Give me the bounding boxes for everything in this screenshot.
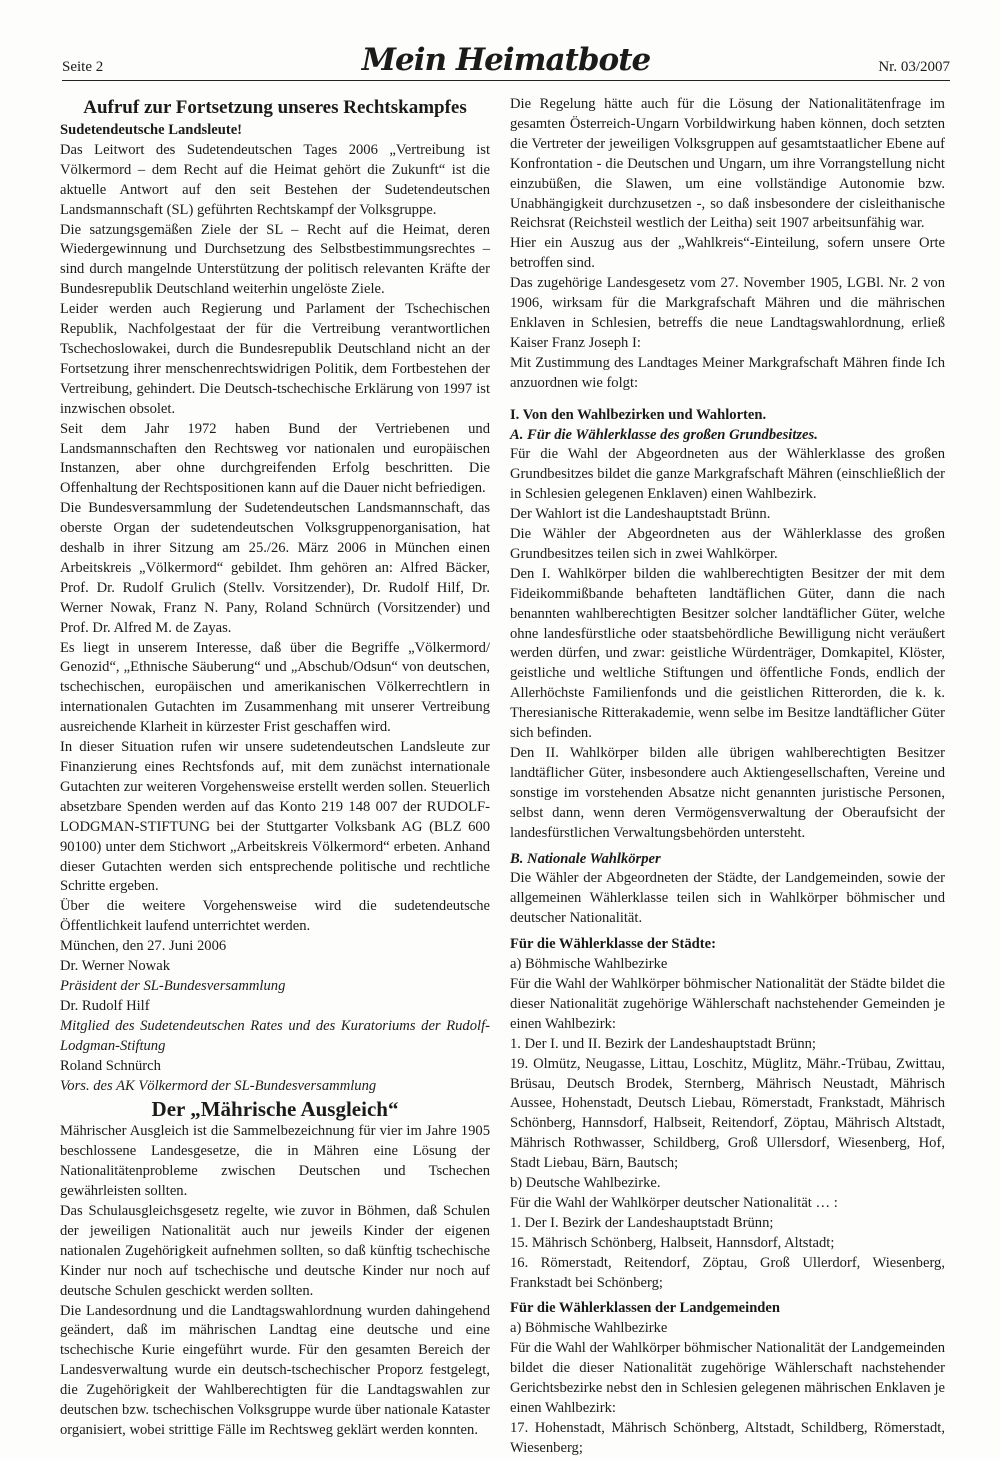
paragraph: Die satzungsgemäßen Ziele der SL – Recht auf die Heimat, deren Wiedergewinnung und Durchsetzung des Selbstbestimmungsrechtes – sind durch mangelnde Unterstützung der politisch relevanten Kräfte der Bundesrepublik Deutschland weiterhin ungelöste Ziele.	[60, 221, 490, 298]
paragraph: Seit dem Jahr 1972 haben Bund der Vertriebenen und Landsmannschaften den Rechtsweg vor nationalen und europäischen Instanzen, aber ohne durchgreifenden Erfolg beschritten. Die Offenhaltung der Rechtspositionen kann auf die Dauer nicht befriedigen.	[60, 420, 490, 497]
paragraph: Mährischer Ausgleich ist die Sammelbezeichnung für vier im Jahre 1905 beschlossene Landesgesetze, die in Mähren eine Lösung der Nationalitätenprobleme zwischen Deutschen und Tschechen gewährleisten sollten.	[60, 1123, 490, 1200]
paragraph: Das Leitwort des Sudetendeutschen Tages 2006 „Vertreibung ist Völkermord – dem Recht auf die Heimat gehört die Zukunft“ ist die aktuelle Antwort auf den seit Bestehen der Sudetendeutschen Landsmannschaft (SL) geführten Rechtskampf der Volksgruppe.	[60, 141, 490, 218]
list-item: 1. Der I. und II. Bezirk der Landeshauptstadt Brünn;	[510, 1035, 816, 1052]
section-heading: Für die Wählerklasse der Städte:	[510, 936, 716, 953]
paragraph: Das zugehörige Landesgesetz vom 27. November 1905, LGBl. Nr. 2 von 1906, wirksam für die Markgrafschaft Mähren und die mährischen Enklaven in Schlesien, betreffs die neue Landtagswahlordnung, erließ Kaiser Franz Joseph I:	[510, 275, 945, 351]
issue-number: Nr. 03/2007	[878, 59, 950, 75]
paragraph: Die Landesordnung und die Landtagswahlordnung wurden dahingehend geändert, daß im mährischen Landtag eine deutsche und eine tschechische Kurie eingeführt wurde. Für den gesamten Bereich der Landesverwaltung wurde ein deutsch-tschechischer Proporz festgelegt, die Zugehörigkeit der Wahlberechtigten für die Landtagswahlen zur deutschen bzw. tschechischen Volksgruppe wurde über nationale Kataster organisiert, wobei strittige Fälle im Rechtsweg geklärt werden konnten.	[60, 1302, 490, 1438]
subsection-heading: B. Nationale Wahlkörper	[510, 850, 661, 867]
paragraph: Hier ein Auszug aus der „Wahlkreis“-Einteilung, sofern unsere Orte betroffen sind.	[510, 235, 945, 272]
section-heading: I. Von den Wahlbezirken und Wahlorten.	[510, 406, 767, 423]
list-item: 1. Der I. Bezirk der Landeshauptstadt Brünn;	[510, 1214, 774, 1231]
paragraph: Den I. Wahlkörper bilden die wahlberechtigten Besitzer der mit dem Fideikommißbande behafteten landtäflichen Güter, dann die nach benannten wahlberechtigten Besitzer solcher landtäflicher Güter, welche ohne landesfürstliche oder staatsbehördliche Bewilligung nicht veräußert werden dürfen, und zwar: geistliche Würdenträger, Domkapitel, Klöster, geistliche und weltliche Stiftungen und öffentliche Fonds, endlich der Allerhöchste Familienfonds und die geistlichen Ritterorden, die k. k. Theresianische Ritterakademie, wenn selbe im Besitze landtäflicher Güter sich befinden.	[510, 565, 945, 742]
paragraph: Für die Wahl der Wahlkörper deutscher Nationalität … :	[510, 1194, 838, 1211]
signature-name: Dr. Rudolf Hilf	[60, 997, 150, 1014]
page-header	[62, 40, 950, 81]
place-date: München, den 27. Juni 2006	[60, 938, 227, 955]
paragraph: Die Wähler der Abgeordneten der Städte, der Landgemeinden, sowie der allgemeinen Wählerklasse teilen sich in Wahlkörper böhmischer und deutscher Nationalität.	[510, 870, 945, 927]
right-column	[510, 95, 945, 1459]
masthead-logo: Mein Heimatbote	[361, 42, 651, 78]
paragraph: In dieser Situation rufen wir unsere sudetendeutschen Landsleute zur Finanzierung eines Rechtsfonds auf, mit dem zunächst internationale Gutachten zur weiteren Vorgehensweise erstellt werden sollen. Steuerlich absetzbare Spenden werden auf das Konto 219 148 007 der RUDOLF-LODGMAN-STIFTUNG bei der Stuttgarter Volksbank AG (BLZ 600 90100) unter dem Stichwort „Arbeitskreis Völkermord“ erbeten. Anhand dieser Gutachten werden sich entsprechende politische und rechtliche Schritte ergeben.	[60, 739, 490, 895]
article-title-2: Der „Mährische Ausgleich“	[151, 1097, 399, 1122]
article-title: Aufruf zur Fortsetzung unseres Rechtskampfes	[83, 97, 467, 118]
paragraph: a) Böhmische Wahlbezirke	[510, 956, 668, 973]
page-number: Seite 2	[62, 59, 104, 75]
paragraph: Über die weitere Vorgehensweise wird die sudetendeutsche Öffentlichkeit laufend unterrichtet werden.	[60, 898, 490, 935]
paragraph: Für die Wahl der Abgeordneten aus der Wählerklasse des großen Grundbesitzes bildet die ganze Markgrafschaft Mähren (einschließlich der in Schlesien gelegenen Enklaven) einen Wahlbezirk.	[510, 446, 945, 503]
signature-name: Roland Schnürch	[60, 1057, 161, 1074]
paragraph: b) Deutsche Wahlbezirke.	[510, 1175, 661, 1192]
section-heading: Für die Wählerklassen der Landgemeinden	[510, 1300, 781, 1317]
paragraph: Das Schulausgleichsgesetz regelte, wie zuvor in Böhmen, daß Schulen der jeweiligen Nationalität auch nur jeweils Kinder der eigenen nationalen Zugehörigkeit aufnehmen sollten, so daß künftig tschechische Kinder nur noch auf tschechische und deutsche Kinder nur noch auf deutsche Schulen geschickt werden sollten.	[60, 1203, 490, 1299]
paragraph: Für die Wahl der Wahlkörper böhmischer Nationalität der Städte bildet die dieser Nationalität zugehörige Wählerschaft nachstehender Gemeinden je einen Wahlbezirk:	[510, 975, 945, 1032]
list-item: 19. Olmütz, Neugasse, Littau, Loschitz, Müglitz, Mähr.-Trübau, Zwittau, Brüsau, Deutsch Brodek, Sternberg, Mährisch Neustadt, Mährisch Aussee, Hohenstadt, Deutsch Liebau, Römerstadt, Frankstadt, Mährisch Schönberg, Hannsdorf, Halbseit, Reitendorf, Zöptau, Mährisch Altstadt, Mährisch Rothwasser, Schildberg, Groß Ullersdorf, Wiesenberg, Hof, Stadt Liebau, Bärn, Bautsch;	[510, 1055, 945, 1172]
paragraph: Leider werden auch Regierung und Parlament der Tschechischen Republik, Nachfolgestaat der für die Vertreibung verantwortlichen Tschechoslowakei, durch die Bundesrepublik Deutschland nicht an der Fortsetzung ihrer menschenrechtswidrigen Politik, dem Fortbestehen der Vertreibung, gehindert. Die Deutsch-tschechische Erklärung von 1997 ist inzwischen obsolet.	[60, 301, 490, 417]
paragraph: Die Bundesversammlung der Sudetendeutschen Landsmannschaft, das oberste Organ der sudetendeutschen Volksgruppenorganisation, hat deshalb in ihrer Sitzung am 25./26. März 2006 in München einen Arbeitskreis „Völkermord“ gebildet. Ihm gehören an: Alfred Bäcker, Prof. Dr. Rudolf Grulich (Stellv. Vorsitzender), Dr. Rudolf Hilf, Dr. Werner Nowak, Franz N. Pany, Roland Schnürch (Vorsitzender) und Prof. Dr. Alfred M. de Zayas.	[60, 500, 490, 636]
list-item: 17. Hohenstadt, Mährisch Schönberg, Altstadt, Schildberg, Römerstadt, Wiesenberg;	[510, 1419, 945, 1456]
subsection-heading: A. Für die Wählerklasse des großen Grundbesitzes.	[510, 426, 818, 443]
left-column	[60, 95, 490, 1441]
paragraph: Die Regelung hätte auch für die Lösung der Nationalitätenfrage im gesamten Österreich-Ungarn Vorbildwirkung haben können, doch setzten die Vertreter der jeweiligen Volksgruppen auf gesamtstaatlicher Ebene auf Konfrontation - die Deutschen und Ungarn, um ihre Vorrangstellung nicht einzubüßen, die Slawen, um eine vollständige Autonomie bzw. Unabhängigkeit durchzusetzen -, so daß insbesondere der cisleithanische Reichsrat (Reichsteil westlich der Leitha) seit 1907 arbeitsunfähig war.	[510, 96, 945, 232]
signature-name: Dr. Werner Nowak	[60, 958, 171, 975]
paragraph: Die Wähler der Abgeordneten aus der Wählerklasse des großen Grundbesitzes teilen sich in zwei Wahlkörper.	[510, 526, 945, 562]
paragraph: a) Böhmische Wahlbezirke	[510, 1320, 668, 1337]
paragraph: Der Wahlort ist die Landeshauptstadt Brünn.	[510, 506, 771, 523]
list-item: 15. Mährisch Schönberg, Halbseit, Hannsdorf, Altstadt;	[510, 1234, 835, 1251]
paragraph: Mit Zustimmung des Landtages Meiner Markgrafschaft Mähren finde Ich anzuordnen wie folgt:	[510, 354, 945, 391]
paragraph: Den II. Wahlkörper bilden alle übrigen wahlberechtigten Besitzer landtäflicher Güter, insbesondere auch Aktiengesellschaften, Vereine und sonstige im vorstehenden Absatze nicht genannten juristische Personen, selbst dann, wenn deren Vermögensverwaltung der Oberaufsicht der landesfürstlichen Verwaltungsbehörden untersteht.	[510, 745, 945, 841]
signature-role: Vors. des AK Völkermord der SL-Bundesversammlung	[60, 1077, 377, 1094]
signature-role: Präsident der SL-Bundesversammlung	[60, 977, 286, 994]
paragraph: Es liegt in unserem Interesse, daß über die Begriffe „Völkermord/ Genozid“, „Ethnische Säuberung“ und „Abschub/Odsun“ von deutschen, tschechischen, europäischen und amerikanischen Völkerrechtlern in internationalen Gutachten im Zusammenhang mit unserer Vertreibung ausreichende Klarheit in kürzester Frist geschaffen wird.	[60, 639, 490, 736]
list-item: 16. Römerstadt, Reitendorf, Zöptau, Groß Ullerdorf, Wiesenberg, Frankstadt bei Schönberg;	[510, 1254, 945, 1291]
signature-role: Mitglied des Sudetendeutschen Rates und des Kuratoriums der Rudolf-Lodgman-Stiftung	[60, 1017, 490, 1054]
paragraph: Für die Wahl der Wahlkörper böhmischer Nationalität der Landgemeinden bildet die dieser Nationalität zugehörige Wählerschaft nachstehender Gerichtsbezirke nebst den in Schlesien gelegenen mährischen Enklaven je einen Wahlbezirk:	[510, 1340, 945, 1416]
salutation: Sudetendeutsche Landsleute!	[60, 122, 243, 138]
